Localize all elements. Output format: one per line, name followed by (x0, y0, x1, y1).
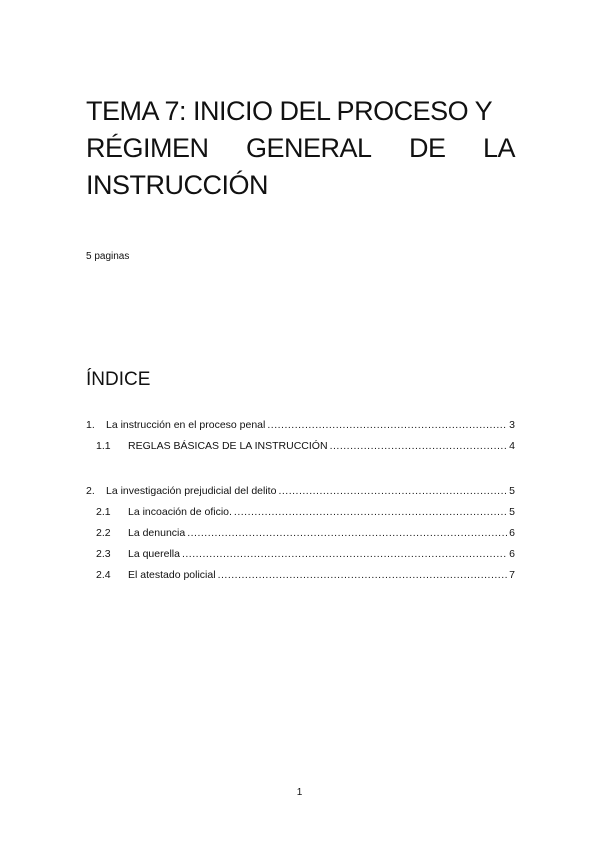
title-word: GENERAL (245, 133, 372, 163)
toc-entry-number: 2.3 (96, 548, 111, 560)
toc-entry-page: 5 (509, 485, 515, 497)
toc-entry-number: 2.4 (96, 569, 111, 581)
toc-leader-dots (330, 439, 508, 453)
toc-entry-2[interactable] (86, 484, 515, 505)
toc-entry-number: 1.1 (96, 440, 111, 452)
toc-leader-dots (218, 568, 508, 582)
toc-entry-number: 2. (86, 485, 95, 497)
toc-entry-2-2[interactable] (86, 526, 515, 547)
toc-leader-dots (278, 484, 507, 498)
toc-entry-page: 7 (509, 569, 515, 581)
toc-entry-label: La instrucción en el proceso penal (106, 419, 266, 431)
document-title (86, 93, 515, 204)
toc-entry-number: 2.1 (96, 506, 111, 518)
title-word: RÉGIMEN (86, 133, 209, 163)
title-line-2 (86, 130, 515, 167)
page-count-note: 5 paginas (86, 251, 130, 262)
toc-entry-2-4[interactable] (86, 568, 515, 589)
toc-leader-dots (187, 526, 507, 540)
toc-entry-page: 6 (509, 548, 515, 560)
page-number: 1 (296, 787, 303, 798)
toc-leader-dots (234, 505, 507, 519)
toc-entry-page: 3 (509, 419, 515, 431)
toc-entry-label: La investigación prejudicial del delito (106, 485, 277, 497)
index-heading: ÍNDICE (86, 369, 151, 390)
toc-leader-dots (182, 547, 507, 561)
toc-entry-label: El atestado policial (128, 569, 216, 581)
toc-entry-page: 4 (509, 440, 515, 452)
title-word: LA (482, 133, 515, 163)
title-line-1: TEMA 7: INICIO DEL PROCESO Y (86, 96, 493, 126)
toc-entry-1[interactable] (86, 418, 515, 439)
toc-entry-1-1[interactable] (86, 439, 515, 460)
toc-entry-page: 5 (509, 506, 515, 518)
toc-entry-2-1[interactable] (86, 505, 515, 526)
toc-entry-label: La denuncia (128, 527, 186, 539)
toc-entry-number: 1. (86, 419, 95, 431)
toc-entry-page: 6 (509, 527, 515, 539)
toc-entry-label: REGLAS BÁSICAS DE LA INSTRUCCIÓN (128, 440, 328, 452)
table-of-contents (86, 418, 515, 589)
toc-spacer (86, 460, 515, 484)
toc-entry-label: La incoación de oficio. (128, 506, 232, 518)
toc-entry-number: 2.2 (96, 527, 111, 539)
title-word: DE (408, 133, 446, 163)
toc-entry-2-3[interactable] (86, 547, 515, 568)
toc-entry-label: La querella (128, 548, 180, 560)
toc-leader-dots (267, 418, 507, 432)
title-line-3: INSTRUCCIÓN (86, 170, 268, 200)
